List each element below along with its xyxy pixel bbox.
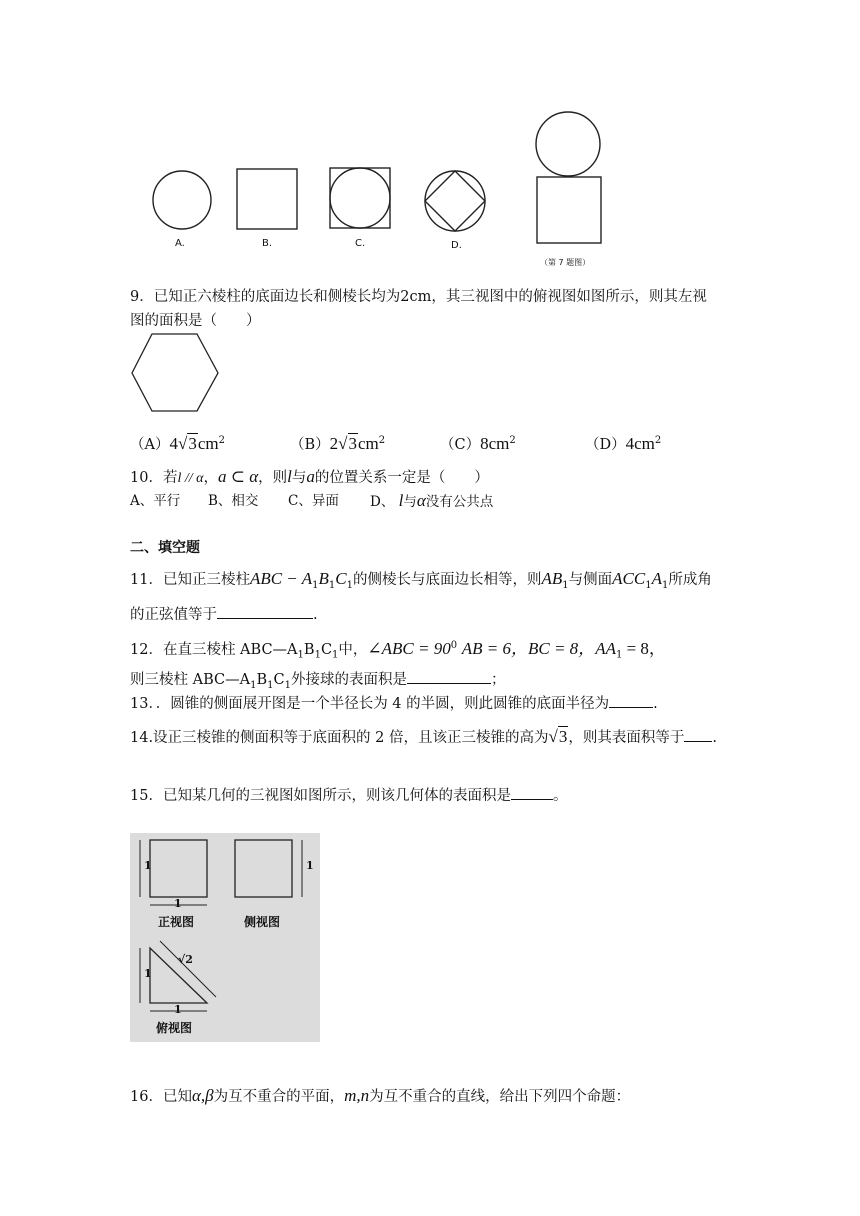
q15-line: 15．已知某几何的三视图如图所示，则该几何体的表面积是 。: [130, 785, 567, 806]
front-view-dim-h: 1: [174, 897, 182, 910]
q15-answer-blank[interactable]: [511, 785, 553, 800]
front-view-dim-v: 1: [144, 859, 152, 872]
q9-line2: 图的面积是（ ）: [130, 313, 261, 329]
q11-line2: 的正弦值等于 .: [130, 604, 318, 625]
q7-figure-circle-shape: [536, 112, 600, 176]
q11-line1: 11．已知正三棱柱ABC − $A_1B_1C_1$的侧棱长与底面边长相等，则$AB_1$与侧面$ACC_1A_1$所成角: [130, 569, 712, 591]
option-a-circle-shape: [153, 171, 211, 229]
q13-answer-blank[interactable]: [609, 693, 653, 708]
q7-figure-square-shape: [537, 177, 601, 243]
option-b-square-shape: [237, 169, 297, 229]
q14-line: 14.设正三棱锥的侧面积等于底面积的 2 倍，且该正三棱锥的高为√3，则其表面积等于 .: [130, 727, 717, 746]
section-title: 二、填空题: [130, 540, 200, 556]
q12-line1: 12．在直三棱柱 $ABC—A_1B_1C_1$中，∠ABC = $90^0$ AB = 6，BC = 8，$AA_1 = 8$，: [130, 638, 666, 661]
q13-line: 13．．圆锥的侧面展开图是一个半径长为 4 的半圆，则此圆锥的底面半径为 .: [130, 693, 658, 714]
option-c-circle-shape: [330, 168, 390, 228]
q9-option-c: $(C)8cm^2$: [440, 433, 516, 453]
top-view-dim-h: 1: [174, 1003, 182, 1016]
side-view-label: 侧视图: [244, 915, 281, 929]
figure-caption: （第 7 题图）: [540, 258, 591, 267]
q12-line2: 则三棱柱 $ABC—A_1B_1C_1$外接球的表面积是 ；: [130, 669, 505, 696]
hexagon-figure: [130, 332, 220, 414]
option-d-circle-shape: [425, 171, 485, 231]
q12-answer-blank[interactable]: [407, 669, 491, 684]
q9-option-b: $(B)2√3cm^2$: [290, 433, 386, 453]
option-d-label: D.: [451, 240, 462, 251]
option-c-label: C.: [355, 238, 366, 249]
q14-answer-blank[interactable]: [684, 727, 712, 742]
q8-options-figure: [140, 110, 620, 270]
top-view-diag-label: √2: [178, 953, 193, 966]
q11-answer-blank[interactable]: [217, 604, 313, 619]
front-view-label: 正视图: [158, 915, 195, 929]
q10-stem: 10．若l // α，a ⊂ α，则l与a的位置关系一定是（ ）: [130, 467, 489, 486]
q16-line: 16．已知α,β为互不重合的平面，m,n为互不重合的直线，给出下列四个命题：: [130, 1086, 631, 1105]
side-view-dim-v: 1: [306, 859, 314, 872]
q9-line1: 9．已知正六棱柱的底面边长和侧棱长均为2cm，其三视图中的俯视图如图所示，则其左视: [130, 289, 707, 305]
top-view-label: 俯视图: [156, 1021, 193, 1035]
top-view-dim-v: 1: [144, 967, 152, 980]
option-b-label: B.: [262, 238, 273, 249]
q9-option-a: $(A)4√3cm^2$: [130, 433, 225, 453]
option-a-label: A.: [175, 238, 185, 249]
q9-option-d: $(D)4cm^2$: [585, 433, 662, 453]
three-views-figure: [130, 833, 320, 1042]
